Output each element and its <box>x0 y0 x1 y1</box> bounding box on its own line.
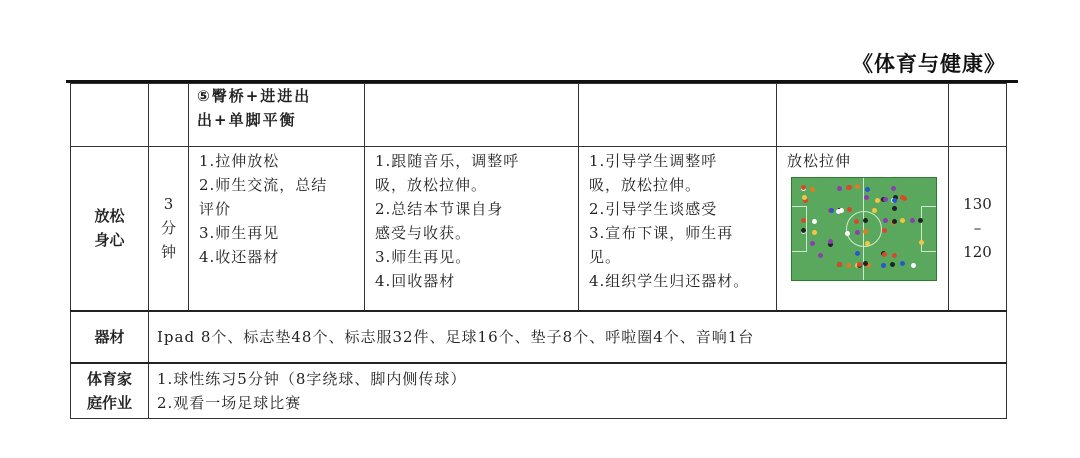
content-line: ⑤臀桥+进进出 <box>197 87 312 105</box>
student-line: 感受与收获。 <box>375 224 472 242</box>
teacher-line: 见。 <box>589 248 622 266</box>
field-right-box <box>921 206 936 252</box>
field-marker-icon <box>892 253 897 258</box>
section-label: 放松 身心 <box>71 147 149 311</box>
field-marker-icon <box>890 262 895 267</box>
continued-content-cell <box>189 84 365 147</box>
lesson-plan-table <box>70 83 1007 419</box>
field-marker-icon <box>801 185 806 190</box>
field-marker-icon <box>900 218 905 223</box>
equipment-text: Ipad 8个、标志垫48个、标志服32件、足球16个、垫子8个、呼啦圈4个、音响1台 <box>149 311 1007 363</box>
field-marker-icon <box>829 208 834 213</box>
continued-rate-cell <box>949 84 1007 147</box>
continued-label-cell <box>71 84 149 147</box>
field-marker-icon <box>911 263 916 268</box>
field-diagram-image <box>791 177 937 281</box>
field-marker-icon <box>883 197 888 202</box>
field-marker-icon <box>837 186 842 191</box>
picture-cell <box>777 147 949 311</box>
field-marker-icon <box>865 241 870 246</box>
teacher-line: 吸，放松拉伸。 <box>589 176 702 194</box>
field-marker-icon <box>892 206 897 211</box>
equipment-row <box>71 311 1007 363</box>
field-marker-icon <box>919 240 924 245</box>
field-marker-icon <box>900 195 905 200</box>
field-marker-icon <box>865 187 870 192</box>
field-marker-icon <box>864 195 869 200</box>
field-marker-icon <box>910 218 915 223</box>
equipment-label: 器材 <box>71 311 149 363</box>
field-marker-icon <box>818 253 823 258</box>
teacher-line: 2.引导学生谈感受 <box>589 200 718 218</box>
homework-line: 1.球性练习5分钟（8字绕球、脚内侧传球） <box>157 369 467 388</box>
field-marker-icon <box>810 241 815 246</box>
content-line: 3.师生再见 <box>199 224 280 242</box>
homework-label: 体育家 庭作业 <box>71 363 149 419</box>
field-marker-icon <box>812 230 817 235</box>
field-marker-icon <box>882 228 887 233</box>
content-line: 出+单脚平衡 <box>197 111 297 129</box>
relax-row <box>71 147 1007 311</box>
heart-rate-cell: 130 – 120 <box>949 147 1007 311</box>
field-marker-icon <box>854 219 859 224</box>
content-cell <box>189 147 365 311</box>
continued-student-cell <box>365 84 579 147</box>
field-marker-icon <box>892 219 897 224</box>
field-marker-icon <box>810 187 815 192</box>
student-line: 4.回收器材 <box>375 272 456 290</box>
student-line: 3.师生再见。 <box>375 248 472 266</box>
student-line: 2.总结本节课自身 <box>375 200 504 218</box>
teacher-line: 3.宣布下课，师生再 <box>589 224 734 242</box>
picture-title: 放松拉伸 <box>787 152 852 170</box>
content-line: 4.收还器材 <box>199 248 280 266</box>
field-marker-icon <box>900 261 905 266</box>
field-marker-icon <box>837 262 842 267</box>
student-line: 1.跟随音乐，调整呼 <box>375 152 520 170</box>
time-cell: 3 分 钟 <box>149 147 189 311</box>
field-marker-icon <box>855 251 860 256</box>
content-line: 评价 <box>199 200 232 218</box>
homework-line: 2.观看一场足球比赛 <box>157 393 302 412</box>
continued-row <box>71 84 1007 147</box>
teacher-activity-cell <box>579 147 777 311</box>
field-marker-icon <box>847 207 852 212</box>
homework-row <box>71 363 1007 419</box>
field-marker-icon <box>857 262 862 267</box>
field-marker-icon <box>855 184 860 189</box>
field-marker-icon <box>891 186 896 191</box>
content-line: 2.师生交流，总结 <box>199 176 328 194</box>
student-activity-cell <box>365 147 579 311</box>
field-marker-icon <box>846 263 851 268</box>
field-marker-icon <box>882 252 887 257</box>
field-marker-icon <box>892 198 897 203</box>
field-marker-icon <box>812 219 817 224</box>
field-marker-icon <box>839 208 844 213</box>
teacher-line: 1.引导学生调整呼 <box>589 152 718 170</box>
field-marker-icon <box>855 230 860 235</box>
content-line: 1.拉伸放松 <box>199 152 280 170</box>
field-marker-icon <box>883 218 888 223</box>
continued-picture-cell <box>777 84 949 147</box>
field-marker-icon <box>918 218 923 223</box>
homework-text <box>149 363 1007 419</box>
field-marker-icon <box>881 263 886 268</box>
field-marker-icon <box>875 198 880 203</box>
teacher-line: 4.组织学生归还器材。 <box>589 272 750 290</box>
field-marker-icon <box>846 185 851 190</box>
book-title: 《体育与健康》 <box>852 52 1006 76</box>
continued-teacher-cell <box>579 84 777 147</box>
continued-time-cell <box>149 84 189 147</box>
field-marker-icon <box>872 208 877 213</box>
student-line: 吸，放松拉伸。 <box>375 176 488 194</box>
